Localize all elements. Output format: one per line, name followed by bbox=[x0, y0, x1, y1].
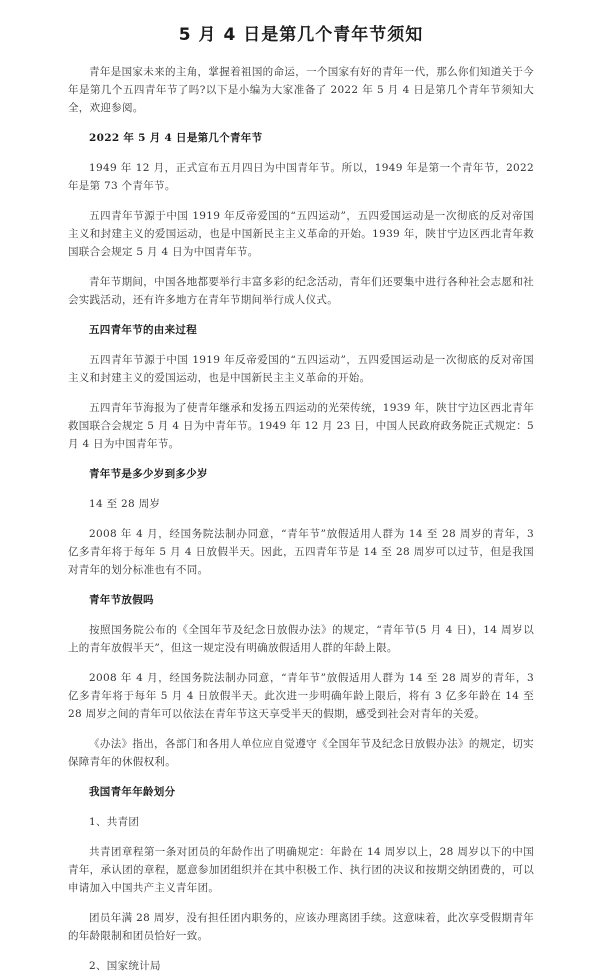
section-heading: 我国青年年龄划分 bbox=[89, 786, 176, 798]
paragraph: 按照国务院公布的《全国年节及纪念日放假办法》的规定，“青年节(5 月 4 日)，14 周岁以上的青年放假半天”，但这一规定没有明确放假适用人群的年龄上限。 bbox=[68, 624, 534, 654]
paragraph: 2008 年 4 月，经国务院法制办同意，“青年节”放假适用人群为 14 至 28 周岁的青年，3 亿多青年将于每年 5 月 4 日放假半天。因此，五四青年节是 14 至 28 周岁可以过节，但是我国对青年的划分标准也有不同。 bbox=[68, 528, 534, 576]
intro-paragraph: 青年是国家未来的主角，掌握着祖国的命运，一个国家有好的青年一代，那么你们知道关于今年是第几个五四青年节了吗?以下是小编为大家准备了 2022 年 5 月 4 日是第几个青年节须知大全，欢迎参阅。 bbox=[68, 66, 534, 114]
list-item: 2、国家统计局 bbox=[89, 960, 161, 972]
section-heading: 青年节是多少岁到多少岁 bbox=[89, 468, 208, 480]
section-heading: 青年节放假吗 bbox=[89, 594, 154, 606]
paragraph: 五四青年节源于中国 1919 年反帝爱国的“五四运动”，五四爱国运动是一次彻底的反对帝国主义和封建主义的爱国运动，也是中国新民主主义革命的开始。1939 年，陕甘宁边区西北青年救国联合会规定 5 月 4 日为中国青年节。 bbox=[68, 210, 534, 258]
paragraph: 2008 年 4 月，经国务院法制办同意，“青年节”放假适用人群为 14 至 28 周岁的青年，3 亿多青年将于每年 5 月 4 日放假半天。此次进一步明确年龄上限后，将有 3 亿多年龄在 14 至 28 周岁之间的青年可以依法在青年节这天享受半天的假期，感受到社会对青年的关爱。 bbox=[68, 672, 534, 720]
paragraph: 14 至 28 周岁 bbox=[89, 498, 161, 510]
paragraph: 五四青年节海报为了使青年继承和发扬五四运动的光荣传统，1939 年，陕甘宁边区西北青年救国联合会规定 5 月 4 日为中青年节。1949 年 12 月 23 日，中国人民政府政务院正式规定：5 月 4 日为中国青年节。 bbox=[68, 402, 534, 450]
page-title: 5 月 4 日是第几个青年节须知 bbox=[178, 25, 424, 45]
paragraph: 青年节期间，中国各地都要举行丰富多彩的纪念活动，青年们还要集中进行各种社会志愿和社会实践活动，还有许多地方在青年节期间举行成人仪式。 bbox=[68, 276, 534, 306]
list-item: 1、共青团 bbox=[89, 816, 140, 828]
paragraph: 团员年满 28 周岁，没有担任团内职务的，应该办理离团手续。这意味着，此次享受假期青年的年龄限制和团员恰好一致。 bbox=[68, 912, 534, 942]
paragraph: 1949 年 12 月，正式宣布五月四日为中国青年节。所以，1949 年是第一个青年节，2022 年是第 73 个青年节。 bbox=[68, 162, 534, 192]
paragraph: 《办法》指出，各部门和各用人单位应自觉遵守《全国年节及纪念日放假办法》的规定，切实保障青年的休假权利。 bbox=[68, 738, 534, 768]
paragraph: 共青团章程第一条对团员的年龄作出了明确规定：年龄在 14 周岁以上，28 周岁以下的中国青年，承认团的章程，愿意参加团组织并在其中积极工作、执行团的决议和按期交纳团费的，可以申请加入中国共产主义青年团。 bbox=[68, 846, 534, 894]
paragraph: 五四青年节源于中国 1919 年反帝爱国的“五四运动”，五四爱国运动是一次彻底的反对帝国主义和封建主义的爱国运动，也是中国新民主主义革命的开始。 bbox=[68, 354, 534, 384]
section-heading: 2022 年 5 月 4 日是第几个青年节 bbox=[89, 132, 263, 144]
section-heading: 五四青年节的由来过程 bbox=[89, 324, 197, 336]
